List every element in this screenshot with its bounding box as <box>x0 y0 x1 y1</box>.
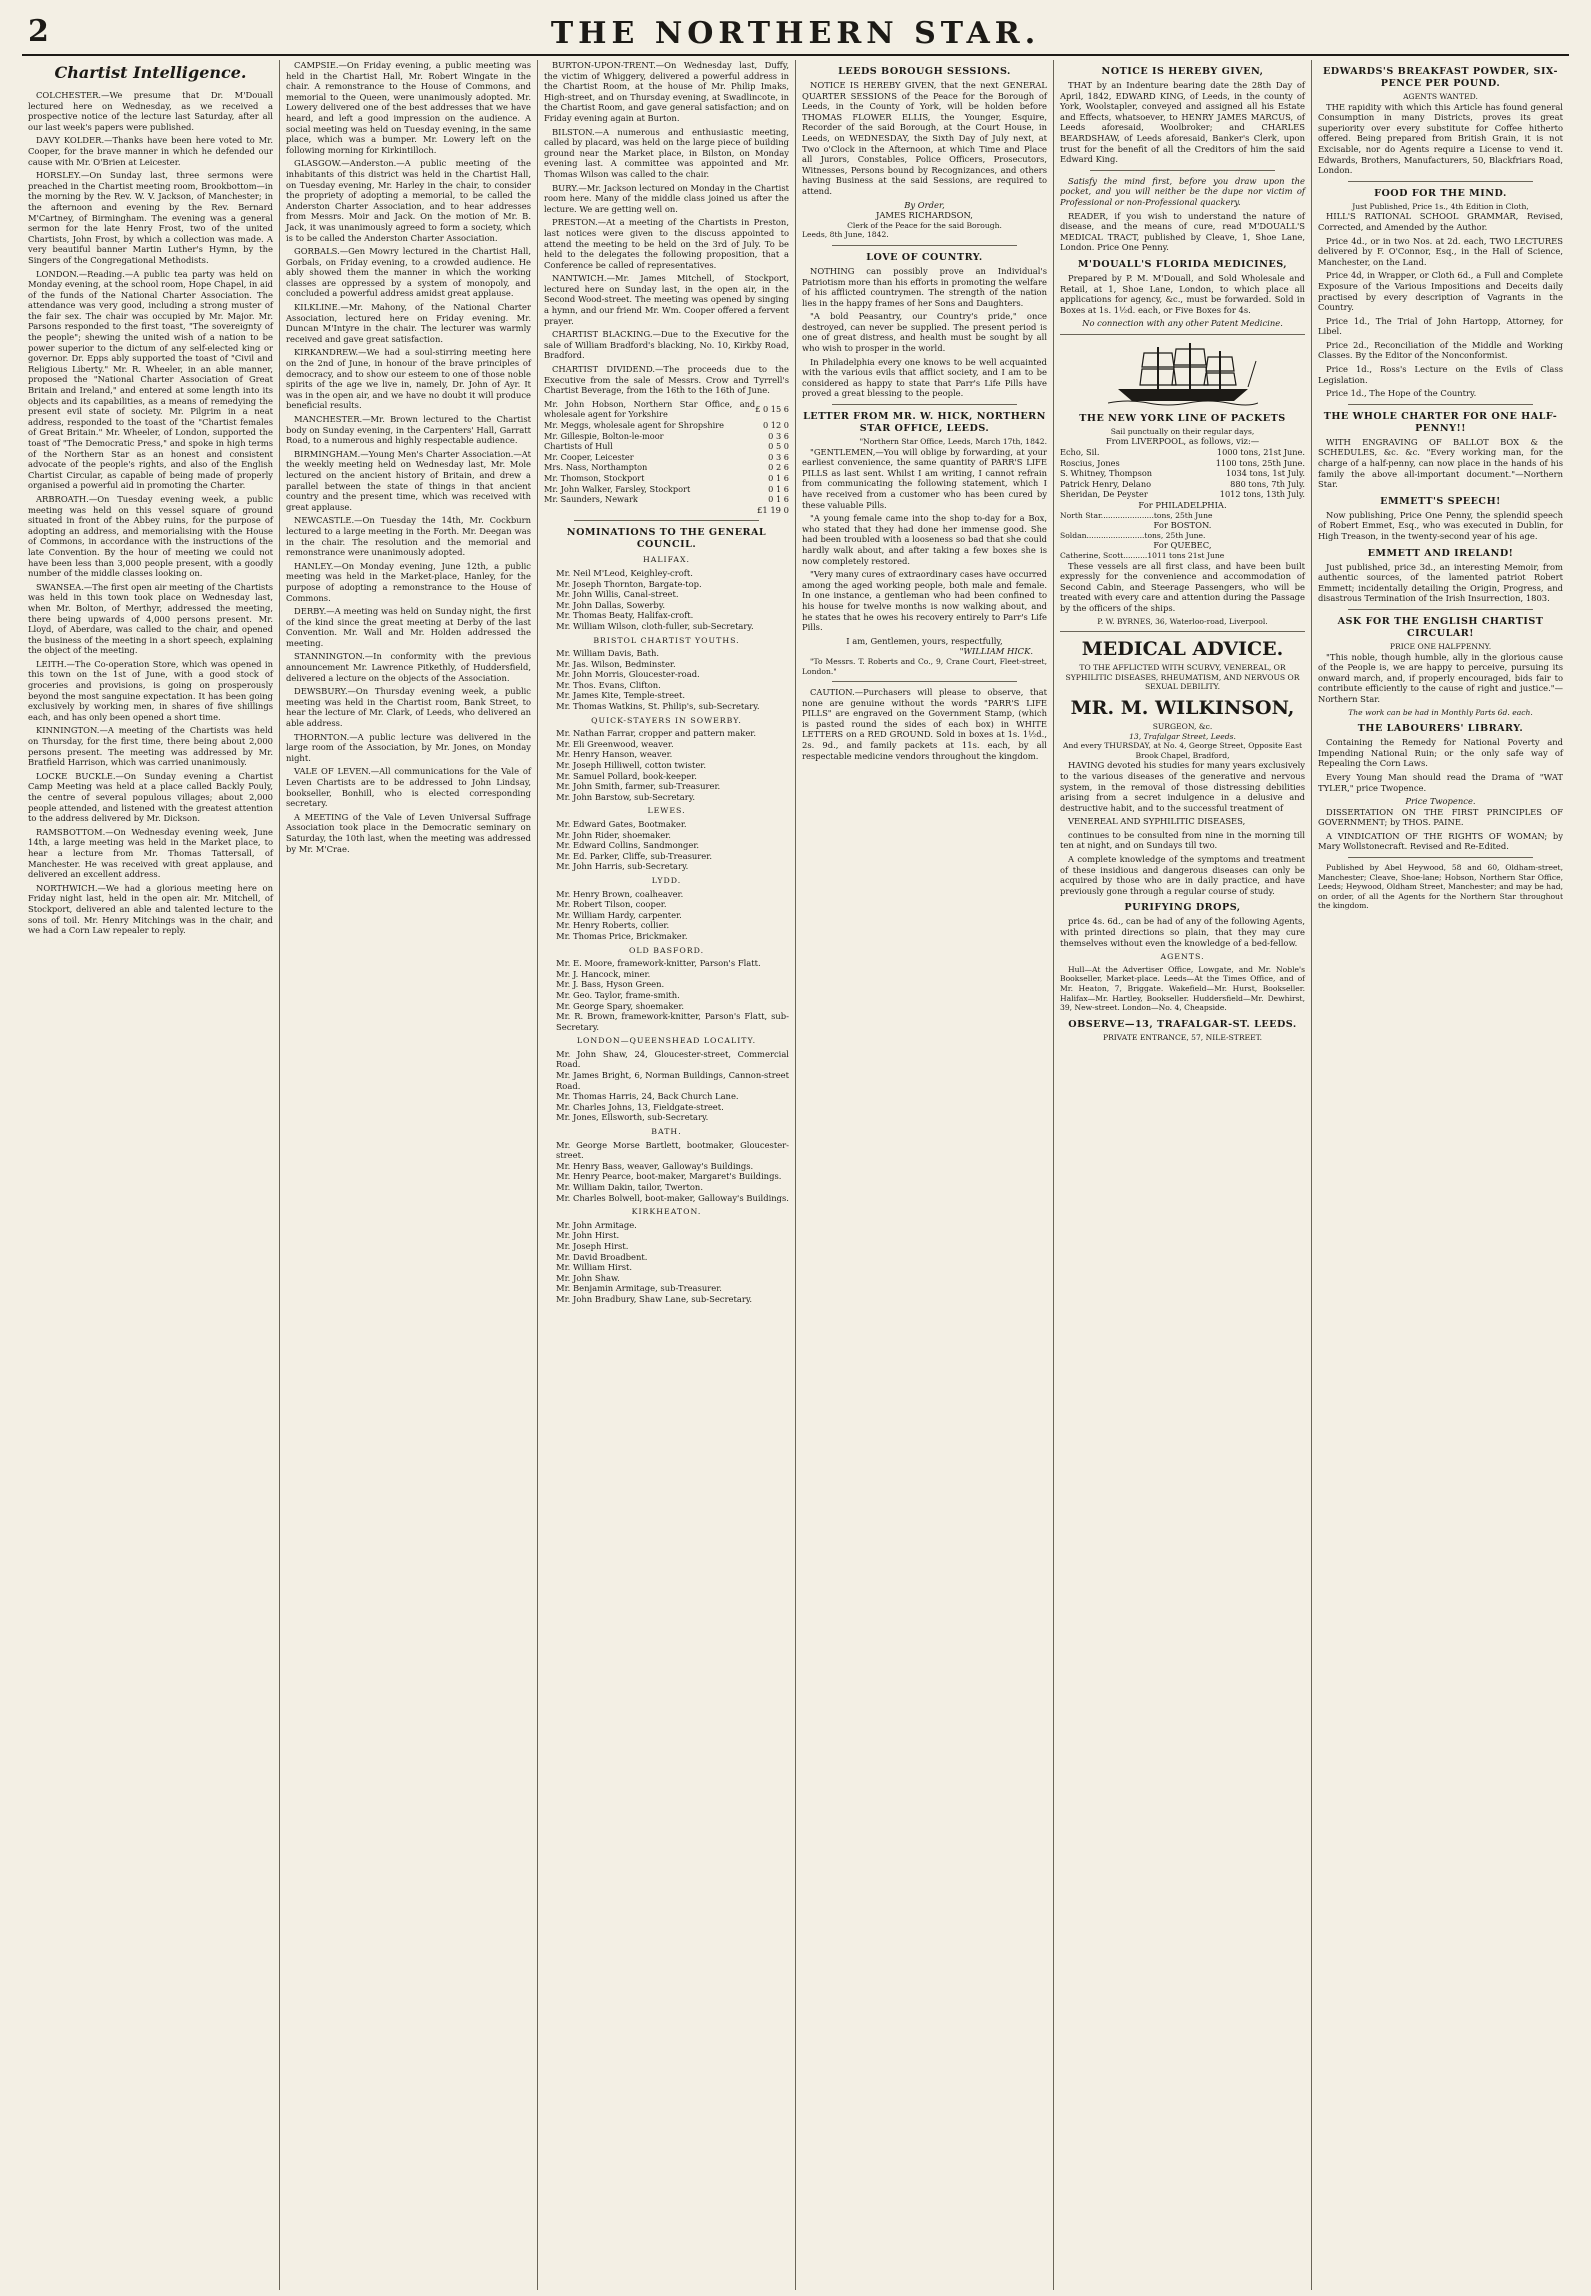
love-paragraph: NOTHING can possibly prove an Individual's Patriotism more than his efforts in promoting the welfare of his afflicted countrymen. The strength of the nation lies in the happy frames of her Sons and Daughters. <box>802 265 1047 308</box>
book-item: Price 1d., The Trial of John Hartopp, Attorney, for Libel. <box>1318 315 1563 337</box>
nomination-names <box>544 568 789 632</box>
nomination-names <box>544 958 789 1032</box>
nominee: Mr. John Rider, shoemaker. <box>556 829 671 840</box>
notice-title: NOTICE IS HEREBY GIVEN, <box>1101 66 1264 77</box>
nomination-place: LONDON—QUEENSHEAD LOCALITY. <box>576 1036 757 1046</box>
nominee: Mr. Thomas Price, Brickmaker. <box>556 930 688 941</box>
vindication-text: A VINDICATION OF THE RIGHTS OF WOMAN; by Mary Wollstonecraft. Revised and Re-Edited. <box>1318 830 1563 852</box>
nominee: Mr. Joseph Hilliwell, cotton twister. <box>556 760 707 771</box>
medical-paragraph: VENEREAL AND SYPHILITIC DISEASES, <box>1068 816 1246 827</box>
nominee: Mr. John Shaw, 24, Gloucester-street, Commercial Road. <box>556 1048 789 1070</box>
sessions-order: By Order, <box>904 199 945 210</box>
nominee: Mr. John Dallas, Sowerby. <box>556 599 666 610</box>
report-paragraph: RAMSBOTTOM.—On Wednesday evening week, June 14th, a large meeting was held in the Market place, to hear a lecture from Mr. Thomas Tattersall, of Manchester. He was received with great applause, and delivered an excellent address. <box>28 826 273 880</box>
nominee: Mr. James Bright, 6, Norman Buildings, Cannon-street Road. <box>556 1070 789 1091</box>
boston-ship: Soldan........................tons, 25th June. <box>1060 530 1206 540</box>
nomination-place: KIRKHEATON. <box>631 1207 702 1217</box>
chartist-reports-continued <box>286 60 531 854</box>
subscription-total: £1 19 0 <box>757 504 789 515</box>
nominee: Mr. John Armitage. <box>556 1219 637 1230</box>
nomination-place: BRISTOL CHARTIST YOUTHS. <box>593 635 740 645</box>
nominee: Mr. J. Bass, Hyson Green. <box>556 979 665 990</box>
nominee: Mr. John Shaw. <box>556 1272 620 1283</box>
labourers-title: THE LABOURERS' LIBRARY. <box>1357 723 1524 735</box>
publisher-text: Published by Abel Heywood, 58 and 60, Oldham-street, Manchester; Cleave, Shoe-lane; Hobson, Northern Star Office, Leeds; Heywood, Oldham Street, Manchester; and may be had, on order, of all the Agents for the Northern Star throughout the kingdom. <box>1318 863 1563 911</box>
powder-title: EDWARDS'S BREAKFAST POWDER, SIX-PENCE PER POUND. <box>1322 66 1559 89</box>
medical-paragraph: HAVING devoted his studies for many years exclusively to the various diseases of the generative and nervous system, in the removal of those distressing debilities arising from a secret indulgence in a delusive and destructive habit, and to the successful treatment of <box>1060 760 1305 813</box>
subscription-row: Chartists of Hull 0 5 0 <box>544 441 789 452</box>
nominee: Mr. William Wilson, cloth-fuller, sub-Secretary. <box>556 620 754 631</box>
chartist-reports <box>28 90 273 936</box>
subscription-row: Mrs. Nass, Northampton 0 2 6 <box>544 462 789 473</box>
charter-text: WITH ENGRAVING OF BALLOT BOX & the SCHEDULES, &c. &c. "Every working man, for the charge of a half-penny, can now place in the hands of his family the above all-important document."—Northern Star. <box>1318 436 1563 490</box>
nominee: Mr. John Harris, sub-Secretary. <box>556 861 689 872</box>
love-title: LOVE OF COUNTRY. <box>866 251 983 263</box>
nomination-place: HALIFAX. <box>642 555 691 565</box>
column-4 <box>795 60 1053 2290</box>
nominee: Mr. Thomas Watkins, St. Philip's, sub-Secretary. <box>556 701 760 712</box>
emmet-text: Now publishing, Price One Penny, the splendid speech of Robert Emmet, Esq., who was executed in Dublin, for High Treason, in the twenty-second year of his age. <box>1318 509 1563 541</box>
report-paragraph: LONDON.—Reading.—A public tea party was held on Monday evening, at the school room, Hope Chapel, in aid of the funds of the National Charter Association. The attendance was very good, including a strong muster of the fair sex. The chair was occupied by Mr. Major. Mr. Parsons responded to the first toast, "The sovereignty of the people"; shewing the united wish of a nation to be power superior to the dictum of any self-elected king or governor. Dr. Epps ably supported the toast of "Civil and Religious Liberty." Mr. R. Wheeler, in an able manner, proposed the "National Charter Association of Great Britain and Ireland," and entered at some length into its objects and its capabilities, as a means of remedying the present evil state of society. Mr. Pilgrim in a neat address, responded to the toast of the "Chartist females of Great Britain." Mr. Wheeler, of London, supported the toast of "The Democratic Press," and spoke in high terms of the Northern Star as an honest and consistent advocate of the people's rights, and also of the English Chartist Circular, as capable of being made of properly organised a powerful aid in promoting the Charter. <box>28 268 273 491</box>
nominee: Mr. J. Hancock, miner. <box>556 968 651 979</box>
medical-paragraph: continues to be consulted from nine in the morning till ten at night, and on Sundays till two. <box>1060 829 1305 851</box>
reports-and-subscriptions <box>544 60 789 396</box>
nominee: Mr. Thomas Beaty, Halifax-croft. <box>556 610 694 621</box>
report-paragraph: MANCHESTER.—Mr. Brown lectured to the Chartist body on Sunday evening, in the Carpenters' Hall, Garratt Road, to a numerous and highly respectable audience. <box>286 414 531 446</box>
nominee: Mr. John Bradbury, Shaw Lane, sub-Secretary. <box>556 1293 753 1304</box>
nominee: Mr. Robert Tilson, cooper. <box>556 899 667 910</box>
labourers-text: Containing the Remedy for National Poverty and Impending National Ruin; or the only safe way of Repealing the Corn Laws. <box>1318 737 1563 769</box>
pills-text: Prepared by P. M. M'Douall, and Sold Wholesale and Retail, at 1, Shoe Lane, London, to which place all applications for agency, &c., must be forwarded. Sold in Boxes at 1s. 1½d. each, or Five Boxes for 4s. <box>1060 272 1305 315</box>
nominee: Mr. William Hardy, carpenter. <box>556 909 682 920</box>
report-paragraph: VALE OF LEVEN.—All communications for the Vale of Leven Chartists are to be addressed to John Lindsay, bookseller, Bonhill, who is elected corresponding secretary. <box>286 766 531 809</box>
nominee: Mr. Henry Pearce, boot-maker, Margaret's Buildings. <box>556 1171 782 1182</box>
nominee: Mr. George Spary, shoemaker. <box>556 1000 685 1011</box>
book-item: Price 1d., The Hope of the Country. <box>1326 388 1477 399</box>
masthead <box>22 14 1569 56</box>
nominee: Mr. John Smith, farmer, sub-Treasurer. <box>556 781 721 792</box>
nomination-groups <box>544 555 789 1304</box>
ship-row: Patrick Henry, Delano 880 tons, 7th July. <box>1060 478 1305 489</box>
column-2 <box>279 60 537 2290</box>
report-paragraph: KILKLINE.—Mr. Mahony, of the National Charter Association, lectured here on Friday evening. Mr. Duncan M'Intyre in the chair. The lecturer was warmly received and gave great satisfaction. <box>286 302 531 344</box>
drops-text: price 4s. 6d., can be had of any of the following Agents, with printed directions so plain, that they may cure themselves without even the knowledge of a bed-fellow. <box>1060 916 1305 948</box>
report-paragraph: NORTHWICH.—We had a glorious meeting here on Friday night last, held in the open air. Mr. Mitchell, of Stockport, delivered an able and talented lecture to the sons of toil. Mr. Henry Mitchings was in the chair, and we had a Corn Law repealer to reply. <box>28 882 273 936</box>
nominee: Mr. Henry Bass, weaver, Galloway's Buildings. <box>556 1160 754 1171</box>
nominee: Mr. Thos. Evans, Clifton. <box>556 679 661 690</box>
subscription-list <box>544 399 789 505</box>
nominee: Mr. Henry Roberts, collier. <box>556 920 670 931</box>
nomination-place: BATH. <box>651 1127 682 1137</box>
report-paragraph: BURY.—Mr. Jackson lectured on Monday in the Chartist room here. Many of the middle class joined us after the lecture. We are getting well on. <box>544 182 789 214</box>
report-paragraph: PRESTON.—At a meeting of the Chartists in Preston, last notices were given to the discuss appointed to attend the meeting to be held on the 3rd of July. To be held to the delegates the following proposition, that a Conference be called of representatives. <box>544 217 789 270</box>
packets-subtitle: Sail punctually on their regular days, <box>1110 426 1255 436</box>
report-paragraph: LOCKE BUCKLE.—On Sunday evening a Chartist Camp Meeting was held at a place called Backly Pouly, the centre of several populous villages; about 2,000 people attended, and listened with the greatest attention to the address delivered by Mr. Dickson. <box>28 770 273 824</box>
doctor-name: MR. M. WILKINSON, <box>1070 696 1295 719</box>
dissertation-text: DISSERTATION ON THE FIRST PRINCIPLES OF GOVERNMENT; by THOS. PAINE. <box>1318 806 1563 828</box>
packets-title: THE NEW YORK LINE OF PACKETS <box>1079 412 1286 424</box>
grammar-text: HILL'S RATIONAL SCHOOL GRAMMAR, Revised, Corrected, and Amended by the Author. <box>1318 211 1563 232</box>
nominee: Mr. William Davis, Bath. <box>556 648 660 659</box>
report-paragraph: THORNTON.—A public lecture was delivered in the large room of the Association, by Mr. Jones, on Monday night. <box>286 731 531 763</box>
letter-paragraph: "A young female came into the shop to-day for a Box, who stated that they had done her immense good. She had been troubled with a looseness so bad that she could hardly walk about, and after taking a few boxes she is now completely restored. <box>802 513 1047 566</box>
sailing-ship-icon <box>1108 341 1258 407</box>
sessions-notice: NOTICE IS HEREBY GIVEN, that the next GENERAL QUARTER SESSIONS of the Peace for the Borough of Leeds, in the County of York, will be holden before THOMAS FLOWER ELLIS, the Younger, Esquire, Recorder of the said Borough, at the Court House, in Leeds, on WEDNESDAY, the Sixth Day of July next, at Two o'Clock in the Afternoon, at which Time and Place all Jurors, Constables, Police Officers, Prosecutors, Witnesses, Persons bound by Recognizances, and others having Business at the said Sessions, are required to attend. <box>802 80 1047 196</box>
food-title: FOOD FOR THE MIND. <box>1374 187 1507 199</box>
quebec-ship: Catherine, Scott..........1011 tons 21st June <box>1060 551 1225 560</box>
letter-paragraph: "Very many cures of extraordinary cases have occurred among the aged working people, both male and female. In one instance, a gentleman who had been confined to his house for twelve months is now walking about, and he states that he owes his recovery entirely to Parr's Life Pills. <box>802 569 1047 633</box>
sessions-clerk: JAMES RICHARDSON, <box>876 210 973 221</box>
nomination-place: LEWES. <box>647 806 686 816</box>
column-5 <box>1053 60 1311 2290</box>
nomination-names <box>544 889 789 942</box>
report-paragraph: DAVY KOLDER.—Thanks have been here voted to Mr. Cooper, for the brave manner in which he defended our cause with Mr. O'Brien at Leicester. <box>28 135 273 167</box>
nominee: Mr. Thomas Harris, 24, Back Church Lane. <box>556 1091 739 1102</box>
report-paragraph: HORSLEY.—On Sunday last, three sermons were preached in the Chartist meeting room, Brookbottom—in the morning by the Rev. W. V. Jackson, of Manchester; in the afternoon and evening by the Rev. Bernard M'Cartney, of Birmingham. The evening was a general sermon for the late Henry Frost, two of the united Chartists, John Frost, by which a collection was made. A very beautiful banner Martin Luther's Hymn, by the Singers of the Congregational Methodists. <box>28 170 273 265</box>
medical-paragraph: A complete knowledge of the symptoms and treatment of these insidious and dangerous diseases can only be acquired by those who are in daily practice, and have previously gone through a regular course of study. <box>1060 854 1305 896</box>
book-item: Price 1d., Ross's Lecture on the Evils of Class Legislation. <box>1318 364 1563 385</box>
love-of-country-text <box>802 266 1047 399</box>
price-twopence: Price Twopence. <box>1405 796 1476 807</box>
ship-list <box>1060 447 1305 500</box>
nominee: Mr. Eli Greenwood, weaver. <box>556 738 674 749</box>
report-paragraph: DERBY.—A meeting was held on Sunday night, the first of the kind since the great meeting at Derby of the last Convention. Mr. Wall and Mr. Holden addressed the meeting. <box>286 606 531 648</box>
agents-text: Hull—At the Advertiser Office, Lowgate, and Mr. Noble's Bookseller, Market-place. Leeds—At the Times Office, and of Mr. Heaton, 7, Briggate. Wakefield—Mr. Hurst, Bookseller. Halifax—Mr. Hartley, Bookseller. Huddersfield—Mr. Dewhirst, 39, New-street. London—No. 4, Cheapside. <box>1060 964 1305 1013</box>
report-paragraph: ARBROATH.—On Tuesday evening week, a public meeting was held on this vessel square of ground situated in front of the Abbey ruins, for the purpose of adopting an address, and memorialising with the House of Commons, in accordance with the instructions of the late Convention. By the hour of meeting we could not have been less than 3,000 people present, with a goodly number of the middle classes looking on. <box>28 493 273 579</box>
nominee: Mr. Jas. Wilson, Bedminster. <box>556 658 676 669</box>
doctor-address-2: And every THURSDAY, at No. 4, George Street, Opposite East Brook Chapel, Bradford, <box>1062 741 1303 760</box>
quebec-head: For QUEBEC, <box>1153 540 1212 551</box>
nominee: Mr. John Morris, Gloucester-road. <box>556 669 700 680</box>
powder-subtitle: AGENTS WANTED. <box>1403 92 1478 101</box>
notice-text: THAT by an Indenture bearing date the 28th Day of April, 1842, EDWARD KING, of Leeds, in the county of York, Woolstapler, conveyed and assigned all his Estate and Effects, whatsoever, to HENRY JAMES MARCUS, of Leeds aforesaid, Woolbroker; and CHARLES BEARDSHAW, of Leeds aforesaid, Banker's Clerk, upon trust for the benefit of all the Creditors of him the said Edward King. <box>1060 80 1305 165</box>
subscription-row: Mr. Saunders, Newark 0 1 6 <box>544 494 789 505</box>
report-paragraph: NANTWICH.—Mr. James Mitchell, of Stockport, lectured here on Sunday last, in the open air, in the Second Wood-street. The meeting was opened by singing a hymn, and our friend Mr. Wm. Cooper offered a fervent prayer. <box>544 273 789 326</box>
doctor-role: SURGEON, &c. <box>1152 721 1213 731</box>
report-paragraph: LEITH.—The Co-operation Store, which was opened in this town on the 1st of June, with a good stock of groceries and provisions, is going on prosperously beyond the most sanguine expectation. It has been going exclusively by working men, in shares of five shillings each, and has only been opened a short time. <box>28 658 273 722</box>
nominations-title: NOMINATIONS TO THE GENERAL COUNCIL. <box>566 527 767 551</box>
report-paragraph: SWANSEA.—The first open air meeting of the Chartists was held in this town took place on Wednesday last, when Mr. Bolton, of Merthyr, addressed the meeting, there being upwards of 4,000 persons present. Mr. Lloyd, of Aberdare, was called to the chair, and opened the business of the meeting in a short speech, explaining the object of the meeting. <box>28 581 273 656</box>
subscription-row: Mr. John Walker, Farsley, Stockport 0 1 6 <box>544 483 789 494</box>
nomination-place: OLD BASFORD. <box>628 945 705 955</box>
ship-row: Sheridan, De Peyster 1012 tons, 13th July. <box>1060 489 1305 500</box>
report-paragraph: BILSTON.—A numerous and enthusiastic meeting, called by placard, was held on the large piece of building ground near the Market place, in Bilston, on Monday evening last. A committee was appointed and Mr. Thomas Wilson was called to the chair. <box>544 126 789 179</box>
nomination-names <box>544 819 789 872</box>
report-paragraph: STANNINGTON.—In conformity with the previous announcement Mr. Lawrence Pitkethly, of Huddersfield, delivered a lecture on the objects of the Association. <box>286 651 531 683</box>
sessions-date: Leeds, 8th June, 1842. <box>802 230 889 240</box>
ship-row: S. Whitney, Thompson 1034 tons, 1st July. <box>1060 468 1305 479</box>
sessions-title: LEEDS BOROUGH SESSIONS. <box>838 66 1011 77</box>
powder-text: THE rapidity with which this Article has found general Consumption in many Districts, proves its great superiority over every substitute for Coffee hitherto offered. Being prepared from British Grain, it is not Excisable, nor do Agents require a License to vend it. Edwards, Brothers, Manufacturers, 50, Blackfriars Road, London. <box>1318 101 1563 176</box>
nominee: Mr. Henry Brown, coalheaver. <box>556 888 684 899</box>
section-title: Chartist Intelligence. <box>54 63 247 82</box>
column-1 <box>22 60 279 2290</box>
reader-text: READER, if you wish to understand the nature of disease, and the means of cure, read M'DOUALL'S MEDICAL TRACT, published by Cleave, 1, Shoe Lane, London. Price One Penny. <box>1060 210 1305 253</box>
column-3 <box>537 60 795 2290</box>
letter-signature: "WILLIAM HICK. <box>959 646 1033 657</box>
report-paragraph: KIRKANDREW.—We had a soul-stirring meeting here on the 2nd of June, in honour of the brave principles of democracy, and to show our esteem to one of those noble spirits of the age we live in, namely, Dr. John of Ayr. It was in the open air, and we have no doubt it will produce beneficial results. <box>286 347 531 411</box>
phil-head: For PHILADELPHIA. <box>1138 500 1227 511</box>
nominee: Mr. Joseph Hirst. <box>556 1240 629 1251</box>
nominee: Mr. Ed. Parker, Cliffe, sub-Treasurer. <box>556 850 712 861</box>
letter-paragraph: "GENTLEMEN,—You will oblige by forwarding, at your earliest convenience, the same quantity of PARR'S LIFE PILLS as last sent. Whilst I am writing, I cannot refrain from communicating the following statement, which I have received from a customer who has been cured by these valuable Pills. <box>802 446 1047 510</box>
subscription-row: Mr. John Hobson, Northern Star Office, and wholesale agent for Yorkshire £ 0 15 6 <box>544 398 789 420</box>
nominee: Mr. George Morse Bartlett, bootmaker, Gloucester-street. <box>556 1139 789 1161</box>
packets-agent: P. W. BYRNES, 36, Waterloo-road, Liverpool. <box>1097 616 1268 626</box>
nomination-place: QUICK-STAYERS IN SOWERBY. <box>591 715 742 725</box>
nominee: Mr. William Hirst. <box>556 1262 633 1273</box>
medical-text <box>1060 760 1305 896</box>
nominee: Mr. Charles Bolwell, boot-maker, Galloway's Buildings. <box>556 1192 789 1203</box>
doctor-address: 13, Trafalgar Street, Leeds. <box>1129 731 1236 741</box>
nominee: Mr. John Willis, Canal-street. <box>556 589 679 600</box>
drops-title: PURIFYING DROPS, <box>1124 902 1241 914</box>
charter-title: THE WHOLE CHARTER FOR ONE HALF-PENNY!! <box>1323 410 1558 434</box>
pills-title: M'DOUALL'S FLORIDA MEDICINES, <box>1077 258 1288 270</box>
emmet-title: EMMETT'S SPEECH! <box>1380 495 1501 507</box>
packets-from: From LIVERPOOL, as follows, viz:— <box>1105 436 1260 447</box>
nominee: Mr. John Hirst. <box>556 1230 620 1241</box>
report-paragraph: DEWSBURY.—On Thursday evening week, a public meeting was held in the Chartist room, Bank Street, to hear the lecture of Mr. Clark, of Leeds, who delivered an able address. <box>286 686 531 729</box>
page-number: 2 <box>28 14 49 49</box>
emmet2-text: Just published, price 3d., an interesting Memoir, from authentic sources, of the lamented patriot Robert Emmett; incidentally detailing the Origin, Progress, and disastrous Termination of the Irish Insurrection, 1803. <box>1318 561 1563 604</box>
nomination-place: LYDD. <box>651 875 682 885</box>
report-paragraph: BIRMINGHAM.—Young Men's Charter Association.—At the weekly meeting held on Wednesday last, Mr. Mole lectured on the ancient history of Britain, and drew a parallel between the state of things in that ancient country and the present time, which was received with great applause. <box>286 448 531 512</box>
nomination-names <box>544 648 789 712</box>
nominee: Mr. John Barstow, sub-Secretary. <box>556 791 696 802</box>
report-paragraph: CAMPSIE.—On Friday evening, a public meeting was held in the Chartist Hall, Mr. Robert Wingate in the chair. A remonstrance to the House of Commons, and memorial to the Queen, were unanimously adopted. Mr. Lowery delivered one of the best addresses that we have heard, and left a good impression on the audience. A social meeting was held on Tuesday evening, in the same place, which was a bumper. Mr. Lowery left on the following morning for Kirkintilloch. <box>286 60 531 155</box>
nominee: Mr. Edward Collins, Sandmonger. <box>556 840 700 851</box>
nominee: Mr. Benjamin Armitage, sub-Treasurer. <box>556 1283 722 1294</box>
nominee: Mr. E. Moore, framework-knitter, Parson's Flatt. <box>556 958 761 969</box>
pills-tagline: No connection with any other Patent Medicine. <box>1082 318 1283 329</box>
nominee: Mr. Samuel Pollard, book-keeper. <box>556 770 697 781</box>
columns <box>22 60 1569 2290</box>
observe: OBSERVE—13, TRAFALGAR-ST. LEEDS. <box>1068 1018 1297 1030</box>
nomination-names <box>544 728 789 802</box>
monthly-text: The work can be had in Monthly Parts 6d. each. <box>1348 707 1533 717</box>
medical-subtitle: TO THE AFFLICTED WITH SCURVY, VENEREAL, OR SYPHILITIC DISEASES, RHEUMATISM, AND NERVOUS OR SEXUAL DEBILITY. <box>1065 663 1300 692</box>
medical-title: MEDICAL ADVICE. <box>1081 638 1284 661</box>
sessions-clerk-role: Clerk of the Peace for the said Borough. <box>847 220 1002 230</box>
report-paragraph: BURTON-UPON-TRENT.—On Wednesday last, Duffy, the victim of Whiggery, delivered a powerful address in the Chartist Room, at the house of Mr. Philip Imaks, High-street, and on Thursday evening, at Swadlincote, in the Chartist Room, and gave general satisfaction; and on Friday evening again at Burton. <box>544 60 789 123</box>
report-paragraph: NEWCASTLE.—On Tuesday the 14th, Mr. Cockburn lectured to a large meeting in the Forth. Mr. Deegan was in the chair. The resolution and the memorial and remonstrance were unanimously adopted. <box>286 515 531 558</box>
report-paragraph: A MEETING of the Vale of Leven Universal Suffrage Association took place in the Democratic seminary on Saturday, the 10th last, when the meeting was addressed by Mr. M'Crae. <box>286 811 531 854</box>
report-paragraph: GLASGOW.—Anderston.—A public meeting of the inhabitants of this district was held in the Chartist Hall, on Tuesday evening, Mr. Harley in the chair, to consider the propriety of adopting a memorial, to be called the Anderston Charter Association, and to hear addresses from Messrs. Moir and Jack. On the motion of Mr. B. Jack, it was unanimously agreed to form a society, which is to be called the Anderston Charter Association. <box>286 158 531 243</box>
nominee: Mr. William Dakin, tailor, Twerton. <box>556 1182 703 1192</box>
agents-title: AGENTS. <box>1160 952 1205 962</box>
ask-subtitle: PRICE ONE HALFPENNY. <box>1389 641 1492 651</box>
report-paragraph: GORBALS.—Gen Mowry lectured in the Chartist Hall, Gorbals, on Friday evening, to a crowded audience. He ably showed them the manner in which the working classes are oppressed by a system of monopoly, and concluded a powerful address amidst great applause. <box>286 246 531 299</box>
observe-2: PRIVATE ENTRANCE, 57, NILE-STREET. <box>1102 1032 1263 1042</box>
letter-dateline: "Northern Star Office, Leeds, March 17th, 1842. <box>859 437 1047 447</box>
phil-ship: North Star......................tons, 25th June <box>1060 510 1213 520</box>
report-paragraph: CHARTIST DIVIDEND.—The proceeds due to the Executive from the sale of Messrs. Crow and Tyrrell's Chartist Beverage, from the 16th to the 16th of June. <box>544 364 789 396</box>
subscription-row: Mr. Thomson, Stockport 0 1 6 <box>544 472 789 483</box>
ask-title: ASK FOR THE ENGLISH CHARTIST CIRCULAR! <box>1337 615 1544 639</box>
subscription-row: Mr. Meggs, wholesale agent for Shropshire 0 12 0 <box>544 420 789 430</box>
paper-title: THE NORTHERN STAR. <box>550 16 1041 51</box>
notice-tagline: Satisfy the mind first, before you draw upon the pocket, and you will neither be the dupe nor victim of Professional or non-Professional quackery. <box>1060 175 1305 207</box>
column-6 <box>1311 60 1569 2290</box>
report-paragraph: KINNINGTON.—A meeting of the Chartists was held on Thursday, for the first time, there being about 2,000 persons present. The meeting was addressed by Mr. Bratfield Harrison, which was carried unanimously. <box>28 725 273 768</box>
ship-row: Echo, Sil. 1000 tons, 21st June. <box>1060 447 1305 458</box>
book-list <box>1318 236 1563 399</box>
book-item: Price 4d., or in two Nos. at 2d. each, TWO LECTURES delivered by F. O'Connor, Esq., in the Hall of Science, Manchester, on the Land. <box>1318 235 1563 267</box>
young-text: Every Young Man should read the Drama of "WAT TYLER," price Twopence. <box>1318 771 1563 793</box>
letter-to: "To Messrs. T. Roberts and Co., 9, Crane Court, Fleet-street, London." <box>802 656 1047 676</box>
nominee: Mr. Joseph Thornton, Bargate-top. <box>556 578 702 589</box>
emmet2-title: EMMETT AND IRELAND! <box>1367 547 1514 559</box>
nomination-names <box>544 1049 789 1123</box>
report-paragraph: COLCHESTER.—We presume that Dr. M'Douall lectured here on Wednesday, as we received a prospective notice of the lecture last Saturday, after all our last week's papers were published. <box>28 90 273 132</box>
love-paragraph: "A bold Peasantry, our Country's pride," once destroyed, can never be supplied. The present period is one of great distress, and health must be sought by all who wish to prosper in the world. <box>802 311 1047 354</box>
nominee: Mr. Charles Johns, 13, Fieldgate-street. <box>556 1101 724 1112</box>
caution-text: CAUTION.—Purchasers will please to observe, that none are genuine without the words "PARR'S LIFE PILLS" are engraved on the Government Stamp, (which is pasted round the sides of each box) in WHITE LETTERS on a RED GROUND. Sold in boxes at 1s. 1½d., 2s. 9d., and family packets at 11s. each, by all respectable medicine vendors throughout the kingdom. <box>802 687 1047 761</box>
nominee: Mr. David Broadbent. <box>556 1251 648 1262</box>
nominee: Mr. Jones, Ellsworth, sub-Secretary. <box>556 1112 709 1123</box>
nomination-names <box>544 1220 789 1305</box>
nominee: Mr. R. Brown, framework-knitter, Parson's Flatt, sub-Secretary. <box>556 1011 789 1032</box>
letter-text <box>802 447 1047 633</box>
letter-title: LETTER FROM MR. W. HICK, NORTHERN STAR OFFICE, LEEDS. <box>803 411 1046 435</box>
subscription-row: Mr. Gillespie, Bolton-le-moor 0 3 6 <box>544 430 789 441</box>
packets-text: These vessels are all first class, and have been built expressly for the convenience and accommodation of Second Cabin, and Steerage Passengers, who will be treated with every care and attention during the Passage by the officers of the ships. <box>1060 560 1305 613</box>
nominee: Mr. James Kite, Temple-street. <box>556 690 686 701</box>
boston-head: For BOSTON. <box>1153 520 1212 531</box>
ask-text: "This noble, though humble, ally in the glorious cause of the People is, we are happy to perceive, pursuing its onward march, and, if properly encouraged, bids fair to contribute efficiently to the cause of right and justice."—Northern Star. <box>1318 651 1563 704</box>
letter-closing: I am, Gentlemen, yours, respectfully, <box>846 635 1003 646</box>
book-item: Price 2d., Reconciliation of the Middle and Working Classes. By the Editor of the Nonconformist. <box>1318 339 1563 361</box>
nominee: Mr. Neil M'Leod, Keighley-croft. <box>556 567 693 578</box>
nominee: Mr. Edward Gates, Bootmaker. <box>556 819 687 829</box>
nominee: Mr. Nathan Farrar, cropper and pattern maker. <box>556 728 757 739</box>
ship-row: Roscius, Jones 1100 tons, 25th June. <box>1060 457 1305 468</box>
food-subtitle: Just Published, Price 1s., 4th Edition in Cloth, <box>1352 201 1529 211</box>
nominee: Mr. Henry Hanson, weaver. <box>556 749 673 760</box>
nomination-names <box>544 1140 789 1204</box>
subscription-row: Mr. Cooper, Leicester 0 3 6 <box>544 451 789 462</box>
nominee: Mr. Geo. Taylor, frame-smith. <box>556 989 680 1000</box>
love-paragraph: In Philadelphia every one knows to be well acquainted with the various evils that afflict society, and I am to be considered as happy to state that Parr's Life Pills have proved a great blessing to the people. <box>802 356 1047 399</box>
report-paragraph: HANLEY.—On Monday evening, June 12th, a public meeting was held in the Market-place, Hanley, for the purpose of adopting a remonstrance to the House of Commons. <box>286 560 531 603</box>
report-paragraph: CHARTIST BLACKING.—Due to the Executive for the sale of William Bradford's blacking, No. 10, Kirkby Road, Bradford. <box>544 329 789 361</box>
book-item: Price 4d, in Wrapper, or Cloth 6d., a Full and Complete Exposure of the Various Impositions and Deceits daily practised by every description of Vagrants in the Country. <box>1318 270 1563 313</box>
